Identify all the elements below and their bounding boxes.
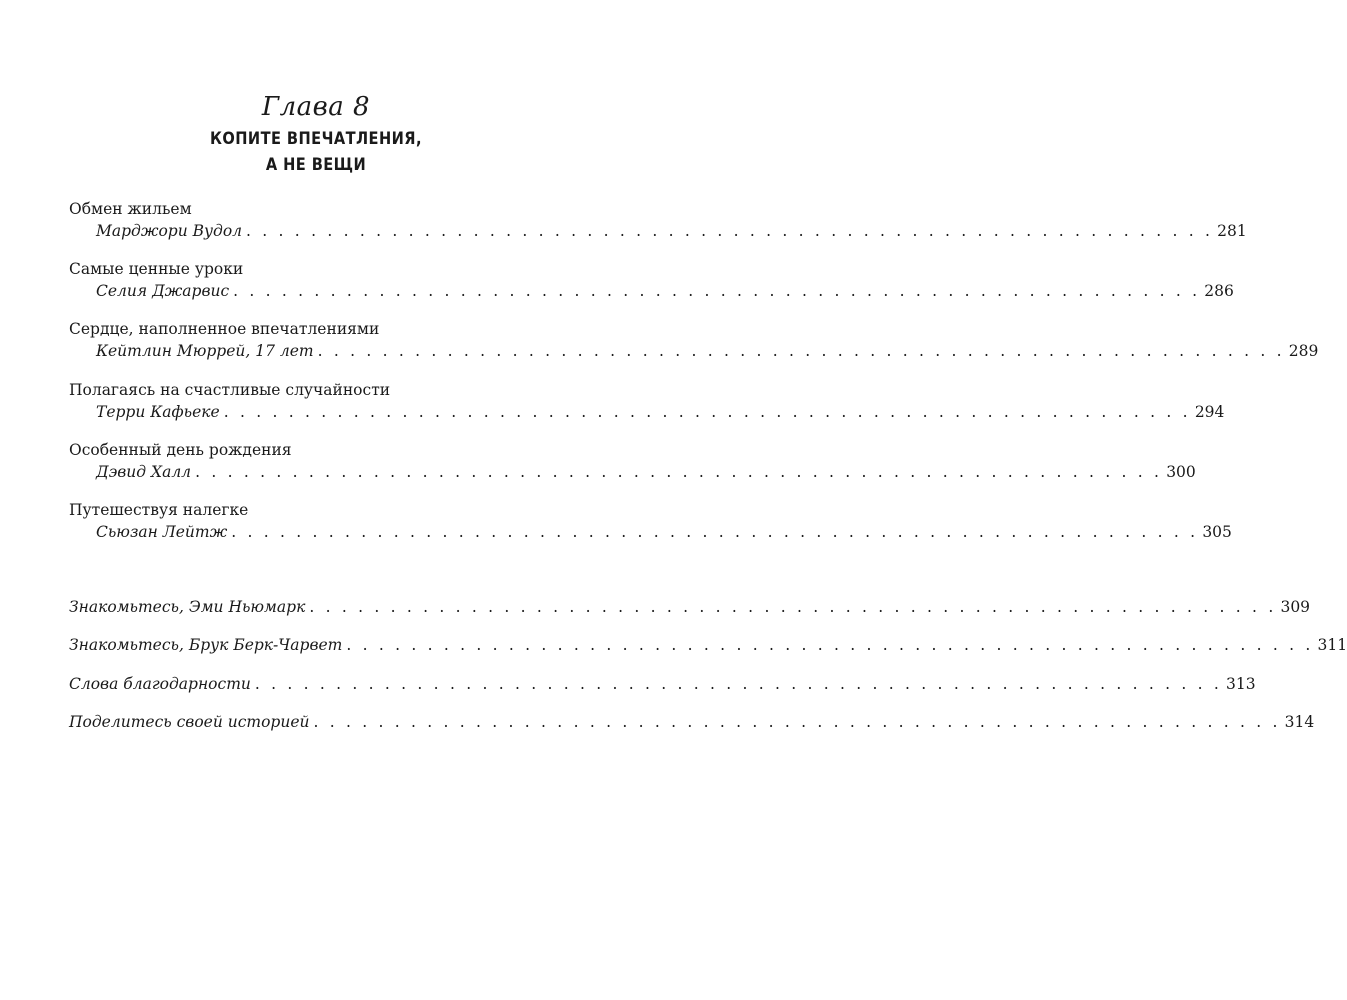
story-author-row[interactable] [96, 282, 1234, 300]
dot-leader: . . . . . . . . . . . . . . . . . . . . . . . . . . . . . . . . . . . . . . . . . . . . . . . . . . . . . . . . . . . . [346, 636, 1314, 654]
page-number: 313 [1226, 675, 1256, 693]
page-number: 309 [1280, 598, 1311, 616]
story-author: Дэвид Халл [96, 463, 192, 481]
story-author-row[interactable] [96, 222, 1247, 240]
page-number: 305 [1202, 523, 1232, 541]
dot-leader: . . . . . . . . . . . . . . . . . . . . . . . . . . . . . . . . . . . . . . . . . . . . . . . . . . . . . . . . . . . . [195, 463, 1163, 481]
page-number: 286 [1204, 282, 1234, 300]
dot-leader: . . . . . . . . . . . . . . . . . . . . . . . . . . . . . . . . . . . . . . . . . . . . . . . . . . . . . . . . . . . . [246, 222, 1214, 240]
story-title: Самые ценные уроки [69, 260, 244, 278]
chapter-title-line-1: КОПИТЕ ВПЕЧАТЛЕНИЯ, [210, 129, 422, 149]
story-author-row[interactable] [96, 403, 1225, 421]
page-number: 294 [1194, 403, 1225, 421]
page-number: 289 [1288, 342, 1319, 360]
story-title: Сердце, наполненное впечатлениями [69, 320, 380, 338]
dot-leader: . . . . . . . . . . . . . . . . . . . . . . . . . . . . . . . . . . . . . . . . . . . . . . . . . . . . . . . . . . . . [313, 713, 1281, 731]
story-title: Путешествуя налегке [69, 501, 249, 519]
back-matter-title: Поделитесь своей историей [69, 713, 310, 731]
story-author: Марджори Вудол [96, 222, 243, 240]
page-number: 300 [1166, 463, 1196, 481]
dot-leader: . . . . . . . . . . . . . . . . . . . . . . . . . . . . . . . . . . . . . . . . . . . . . . . . . . . . . . . . . . . . [317, 342, 1285, 360]
back-matter-title: Знакомьтесь, Брук Берк-Чарвет [69, 636, 343, 654]
story-author: Селия Джарвис [96, 282, 230, 300]
back-matter-title: Знакомьтесь, Эми Ньюмарк [69, 598, 306, 616]
story-author: Терри Кафьеке [96, 403, 220, 421]
page-number: 281 [1217, 222, 1247, 240]
back-matter-row[interactable] [69, 675, 1256, 693]
back-matter-row[interactable] [69, 636, 1347, 654]
dot-leader: . . . . . . . . . . . . . . . . . . . . . . . . . . . . . . . . . . . . . . . . . . . . . . . . . . . . . . . . . . . . [309, 598, 1277, 616]
back-matter-title: Слова благодарности [69, 675, 251, 693]
story-title: Особенный день рождения [69, 441, 292, 459]
story-author-row[interactable] [96, 342, 1319, 360]
dot-leader: . . . . . . . . . . . . . . . . . . . . . . . . . . . . . . . . . . . . . . . . . . . . . . . . . . . . . . . . . . . . [254, 675, 1223, 693]
back-matter-row[interactable] [69, 598, 1311, 616]
chapter-label: Глава 8 [261, 92, 371, 122]
dot-leader: . . . . . . . . . . . . . . . . . . . . . . . . . . . . . . . . . . . . . . . . . . . . . . . . . . . . . . . . . . . . [233, 282, 1201, 300]
page-number: 314 [1284, 713, 1315, 731]
story-title: Обмен жильем [69, 200, 192, 218]
chapter-title-line-2: А НЕ ВЕЩИ [265, 155, 367, 175]
dot-leader: . . . . . . . . . . . . . . . . . . . . . . . . . . . . . . . . . . . . . . . . . . . . . . . . . . . . . . . . . . . . [223, 403, 1191, 421]
story-author: Кейтлин Мюррей, 17 лет [96, 342, 314, 360]
story-author-row[interactable] [96, 463, 1196, 481]
story-author-row[interactable] [96, 523, 1232, 541]
dot-leader: . . . . . . . . . . . . . . . . . . . . . . . . . . . . . . . . . . . . . . . . . . . . . . . . . . . . . . . . . . . . [231, 523, 1199, 541]
back-matter-row[interactable] [69, 713, 1315, 731]
story-author: Сьюзан Лейтж [96, 523, 228, 541]
story-title: Полагаясь на счастливые случайности [69, 381, 391, 399]
page-number: 311 [1317, 636, 1347, 654]
